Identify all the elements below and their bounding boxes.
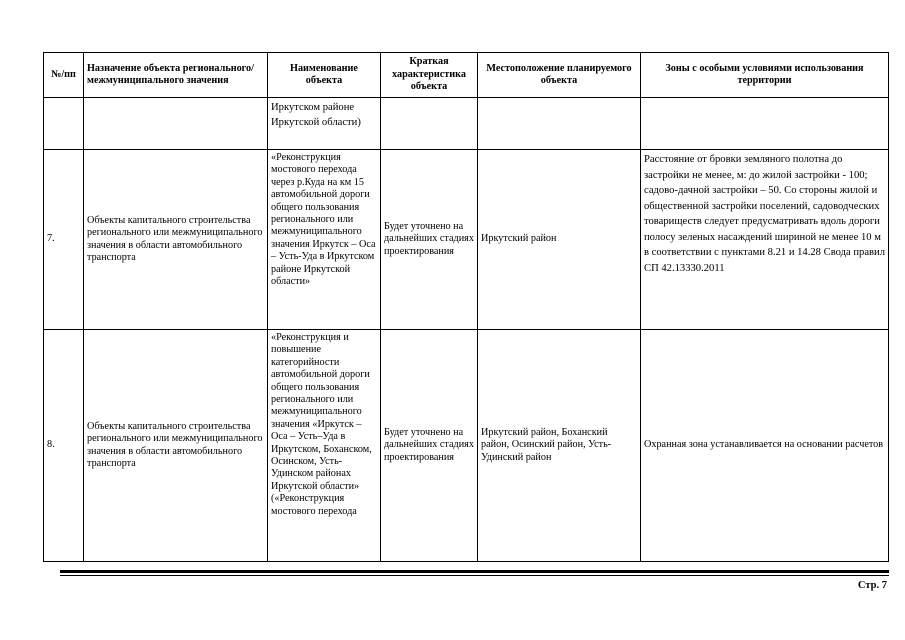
header-name: Наименование объекта xyxy=(268,53,381,98)
table-row-8 xyxy=(44,330,889,562)
header-number: №/пп xyxy=(44,53,84,98)
cell-zones: Охранная зона устанавливается на основании расчетов xyxy=(641,330,889,562)
cell-characteristic: Будет уточнено на дальнейших стадиях проектирования xyxy=(381,330,478,562)
cell-name: «Реконструкция мостового перехода через р.Куда на км 15 автомобильной дороги общего пользования регионального или межмуниципального значения Иркутск – Оса – Усть-Уда в Иркутском районе Иркутской области» xyxy=(268,150,381,330)
table-row-continuation xyxy=(44,98,889,150)
cell-purpose: Объекты капитального строительства регионального или межмуниципального значения в области автомобильного транспорта xyxy=(84,150,268,330)
cell-characteristic xyxy=(381,98,478,150)
header-location: Местоположение планируемого объекта xyxy=(478,53,641,98)
cell-location xyxy=(478,98,641,150)
cell-zones xyxy=(641,98,889,150)
cell-number: 7. xyxy=(44,150,84,330)
table-row-7 xyxy=(44,150,889,330)
cell-name: «Реконструкция и повышение категорийности автомобильной дороги общего пользования регионального или межмуниципального значения «Иркутск – Оса – Усть–Уда в Иркутском, Боханском, Осинском, Усть-Удинском районах Иркутской области» («Реконструкция мостового перехода xyxy=(268,330,381,562)
cell-number xyxy=(44,98,84,150)
cell-zones: Расстояние от бровки земляного полотна до застройки не менее, м: до жилой застройки - 100; садово-дачной застройки – 50. Со стороны жилой и общественной застройки поселений, садоводческих товариществ следует предусматривать вдоль дороги полосу зеленых насаждений шириной не менее 10 м в соответствии с пунктами 8.21 и 14.28 Свода правил СП 42.13330.2011 xyxy=(641,150,889,330)
cell-location: Иркутский район, Боханский район, Осинский район, Усть-Удинский район xyxy=(478,330,641,562)
footer-rule-thin xyxy=(60,575,889,576)
cell-name: Иркутском районе Иркутской области) xyxy=(268,98,381,150)
header-zones: Зоны с особыми условиями использования территории xyxy=(641,53,889,98)
page-number: Стр. 7 xyxy=(857,580,887,591)
planned-objects-table xyxy=(43,52,889,562)
footer-rule xyxy=(60,570,889,573)
table-header-row xyxy=(44,53,889,98)
cell-purpose xyxy=(84,98,268,150)
cell-characteristic: Будет уточнено на дальнейших стадиях проектирования xyxy=(381,150,478,330)
header-characteristic: Краткая характеристика объекта xyxy=(381,53,478,98)
header-purpose: Назначение объекта регионального/ межмуниципального значения xyxy=(84,53,268,98)
cell-purpose: Объекты капитального строительства регионального или межмуниципального значения в области автомобильного транспорта xyxy=(84,330,268,562)
cell-number: 8. xyxy=(44,330,84,562)
cell-location: Иркутский район xyxy=(478,150,641,330)
